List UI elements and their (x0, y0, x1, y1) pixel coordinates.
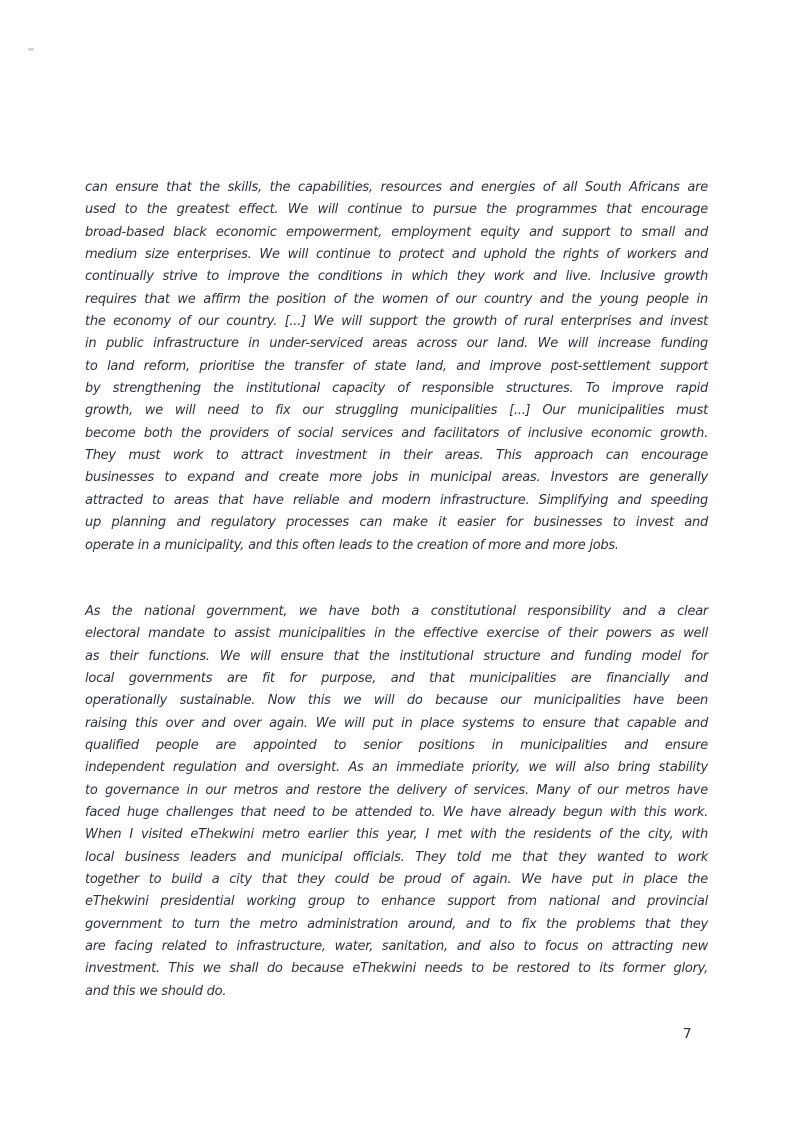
paragraph (85, 177, 708, 557)
text-line: to governance in our metros and restore the delivery of services. Many of our metros have (85, 782, 708, 798)
text-line: broad-based black economic empowerment, employment equity and support to small and (85, 224, 708, 240)
text-line: are facing related to infrastructure, water, sanitation, and also to focus on attracting new (85, 939, 708, 954)
text-line: independent regulation and oversight. As an immediate priority, we will also bring stability (85, 760, 708, 776)
text-line: as their functions. We will ensure that the institutional structure and funding model for (85, 648, 708, 664)
text-line: They must work to attract investment in their areas. This approach can encourage (85, 448, 708, 464)
text-line: investment. This we shall do because eThekwini needs to be restored to its former glory, (85, 961, 708, 977)
text-line: growth, we will need to fix our struggling municipalities [...] Our municipalities must (85, 403, 708, 419)
text-line: continually strive to improve the conditions in which they work and live. Inclusive growth (85, 269, 708, 285)
scan-artifact-mark (28, 48, 34, 51)
text-line: businesses to expand and create more jobs in municipal areas. Investors are generally (85, 470, 708, 486)
text-line: attracted to areas that have reliable and modern infrastructure. Simplifying and speeding (85, 492, 708, 508)
text-line: by strengthening the institutional capacity of responsible structures. To improve rapid (85, 381, 708, 397)
text-line: can ensure that the skills, the capabilities, resources and energies of all South Africans are (85, 180, 708, 195)
page-number: 7 (683, 1026, 692, 1042)
text-line: operate in a municipality, and this often leads to the creation of more and more jobs. (85, 537, 619, 553)
text-line: government to turn the metro administration around, and to fix the problems that they (85, 916, 708, 932)
text-line: the economy of our country. [...] We will support the growth of rural enterprises and invest (85, 314, 708, 330)
text-line: become both the providers of social services and facilitators of inclusive economic growth. (85, 425, 708, 441)
text-line: eThekwini presidential working group to enhance support from national and provincial (85, 894, 708, 910)
text-line: As the national government, we have both a constitutional responsibility and a clear (85, 603, 708, 619)
text-line: When I visited eThekwini metro earlier this year, I met with the residents of the city, with (85, 827, 708, 843)
text-line: electoral mandate to assist municipalities in the effective exercise of their powers as well (85, 626, 708, 642)
text-line: qualified people are appointed to senior positions in municipalities and ensure (85, 737, 708, 753)
text-line: used to the greatest effect. We will continue to pursue the programmes that encourage (85, 202, 708, 218)
text-line: up planning and regulatory processes can make it easier for businesses to invest and (85, 515, 708, 531)
text-line: and this we should do. (85, 983, 227, 999)
text-line: in public infrastructure in under-serviced areas across our land. We will increase funding (85, 336, 708, 352)
paragraph (85, 601, 708, 1003)
text-line: requires that we affirm the position of the women of our country and the young people in (85, 291, 708, 307)
text-line: raising this over and over again. We will put in place systems to ensure that capable and (85, 715, 708, 731)
text-line: local governments are fit for purpose, and that municipalities are financially and (85, 670, 708, 686)
text-line: local business leaders and municipal officials. They told me that they wanted to work (85, 849, 708, 865)
text-line: to land reform, prioritise the transfer of state land, and improve post-settlement support (85, 358, 708, 374)
text-line: operationally sustainable. Now this we will do because our municipalities have been (85, 693, 708, 709)
text-block (85, 177, 708, 1003)
text-line: together to build a city that they could be proud of again. We have put in place the (85, 871, 708, 887)
text-line: faced huge challenges that need to be attended to. We have already begun with this work. (85, 804, 708, 820)
text-line: medium size enterprises. We will continue to protect and uphold the rights of workers and (85, 247, 708, 263)
